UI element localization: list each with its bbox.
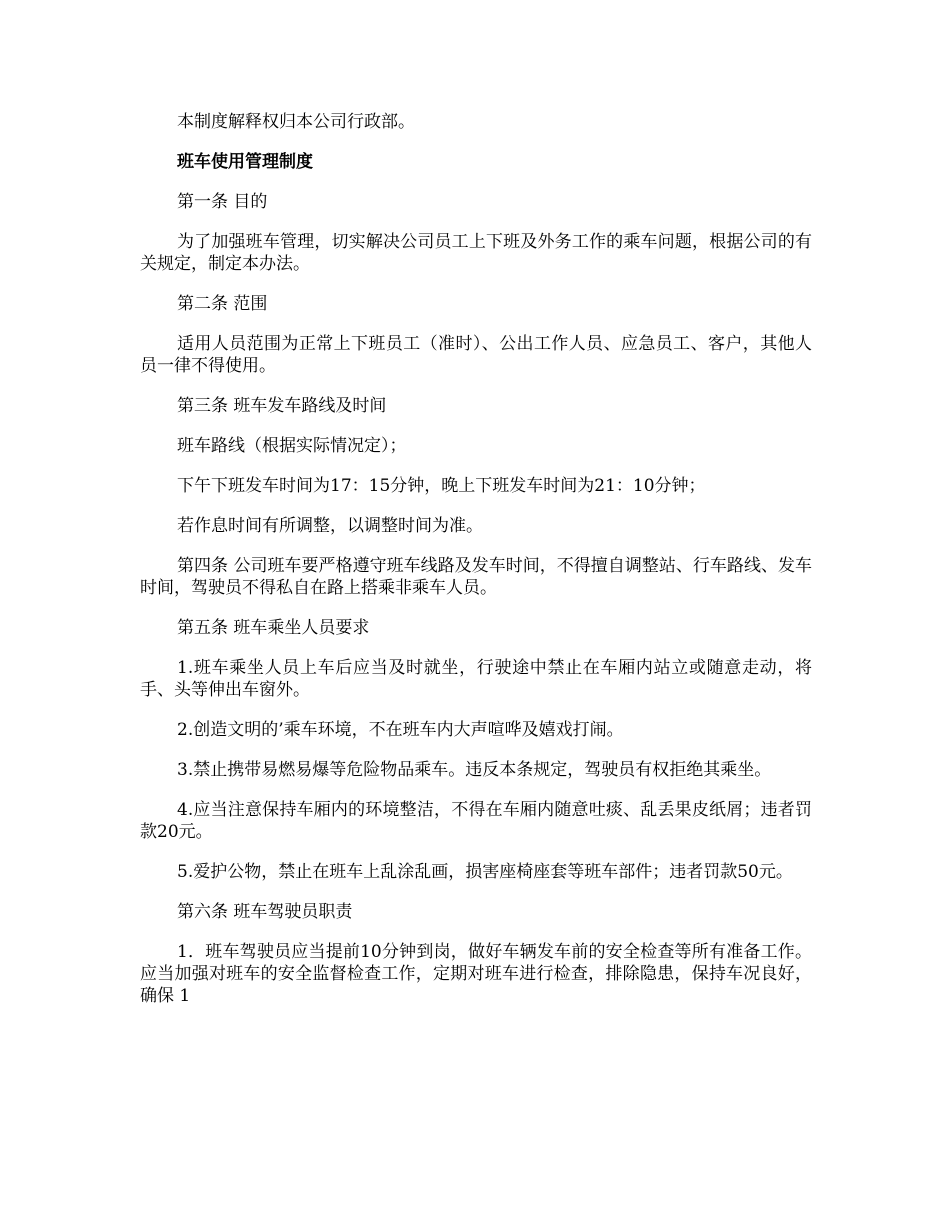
article-6-heading: 第六条 班车驾驶员职责: [177, 902, 353, 922]
article-3-route: 班车路线（根据实际情况定）；: [177, 436, 407, 456]
article-5-item-1: 1.班车乘坐人员上车后应当及时就坐，行驶途中禁止在车厢内站立或随意走动，将手、头等伸出车窗外。: [140, 658, 812, 700]
article-1-heading: 第一条 目的: [177, 192, 268, 212]
article-2-body: 适用人员范围为正常上下班员工（准时）、公出工作人员、应急员工、客户，其他人员一律不得使用。: [140, 334, 812, 376]
article-3-adjustment: 若作息时间有所调整，以调整时间为准。: [177, 516, 483, 536]
article-3-heading: 第三条 班车发车路线及时间: [177, 396, 387, 416]
document-body: [140, 111, 812, 1025]
article-5-item-4: 4.应当注意保持车厢内的环境整洁，不得在车厢内随意吐痰、乱丢果皮纸屑；违者罚款20元。: [140, 800, 812, 842]
article-5-item-5: 5.爱护公物，禁止在班车上乱涂乱画，损害座椅座套等班车部件；违者罚款50元。: [177, 862, 793, 882]
article-3-times: 下午下班发车时间为17：15分钟，晚上下班发车时间为21：10分钟；: [177, 476, 706, 496]
article-2-heading: 第二条 范围: [177, 294, 268, 314]
section-title: 班车使用管理制度: [177, 152, 313, 172]
article-4: 第四条 公司班车要严格遵守班车线路及发车时间，不得擅自调整站、行车路线、发车时间，驾驶员不得私自在路上搭乘非乘车人员。: [140, 556, 812, 598]
article-1-body: 为了加强班车管理，切实解决公司员工上下班及外务工作的乘车问题，根据公司的有关规定，制定本办法。: [140, 232, 812, 274]
paragraph-interpretation-right: 本制度解释权归本公司行政部。: [177, 112, 415, 132]
article-6-item-1: 1．班车驾驶员应当提前10分钟到岗，做好车辆发车前的安全检查等所有准备工作。应当加强对班车的安全监督检查工作，定期对班车进行检查，排除隐患，保持车况良好，确保 1: [140, 942, 812, 1006]
article-5-heading: 第五条 班车乘坐人员要求: [177, 618, 370, 638]
article-5-item-3: 3.禁止携带易燃易爆等危险物品乘车。违反本条规定，驾驶员有权拒绝其乘坐。: [177, 760, 772, 780]
article-5-item-2: 2.创造文明的’乘车环境，不在班车内大声喧哗及嬉戏打闹。: [177, 720, 624, 740]
